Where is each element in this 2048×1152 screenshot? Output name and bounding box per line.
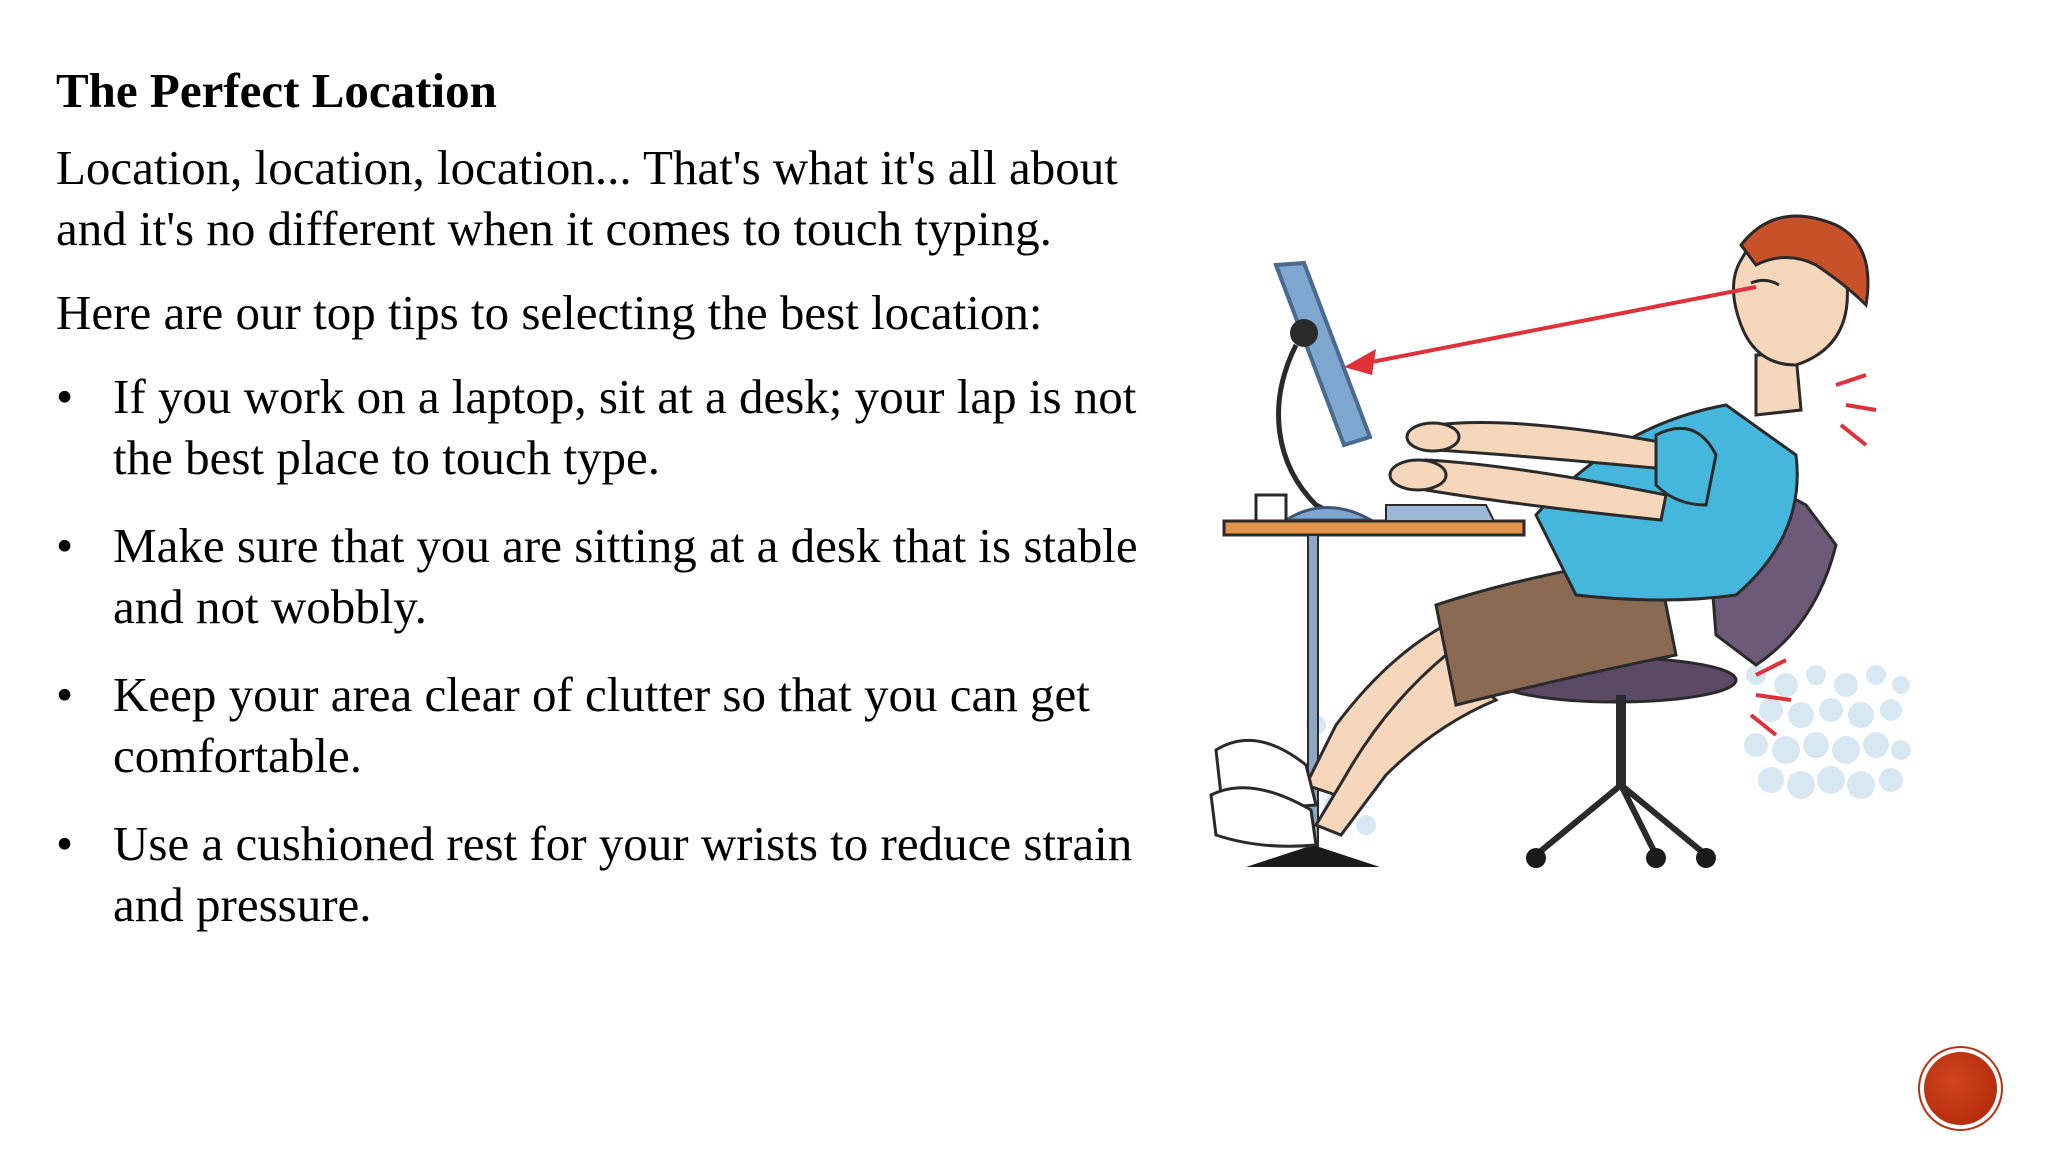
- list-item: [56, 813, 1196, 935]
- bullet-icon: •: [56, 667, 74, 722]
- text-content: [56, 55, 1196, 962]
- list-item-text: Keep your area clear of clutter so that you can get comfortable.: [113, 667, 1090, 783]
- list-item: [56, 664, 1196, 786]
- typing-posture-illustration: [1196, 205, 1912, 878]
- tips-list: [56, 366, 1196, 935]
- list-item-text: Make sure that you are sitting at a desk that is stable and not wobbly.: [113, 518, 1138, 634]
- list-item: [56, 515, 1196, 637]
- eye-line-arrow: [1344, 287, 1756, 375]
- lead-paragraph: Here are our top tips to selecting the best location:: [56, 285, 1043, 340]
- list-item-text: Use a cushioned rest for your wrists to reduce strain and pressure.: [113, 816, 1133, 932]
- list-item-text: If you work on a laptop, sit at a desk; your lap is not the best place to touch type.: [113, 369, 1137, 485]
- bullet-icon: •: [56, 518, 74, 573]
- circle-nav-icon[interactable]: [1924, 1052, 1997, 1125]
- list-item: [56, 366, 1196, 488]
- slide-title: The Perfect Location: [56, 63, 497, 118]
- monitor: [1276, 263, 1371, 520]
- bullet-icon: •: [56, 816, 74, 871]
- intro-paragraph: Location, location, location... That's what it's all about and it's no different when it comes to touch typing.: [56, 140, 1118, 256]
- bullet-icon: •: [56, 369, 74, 424]
